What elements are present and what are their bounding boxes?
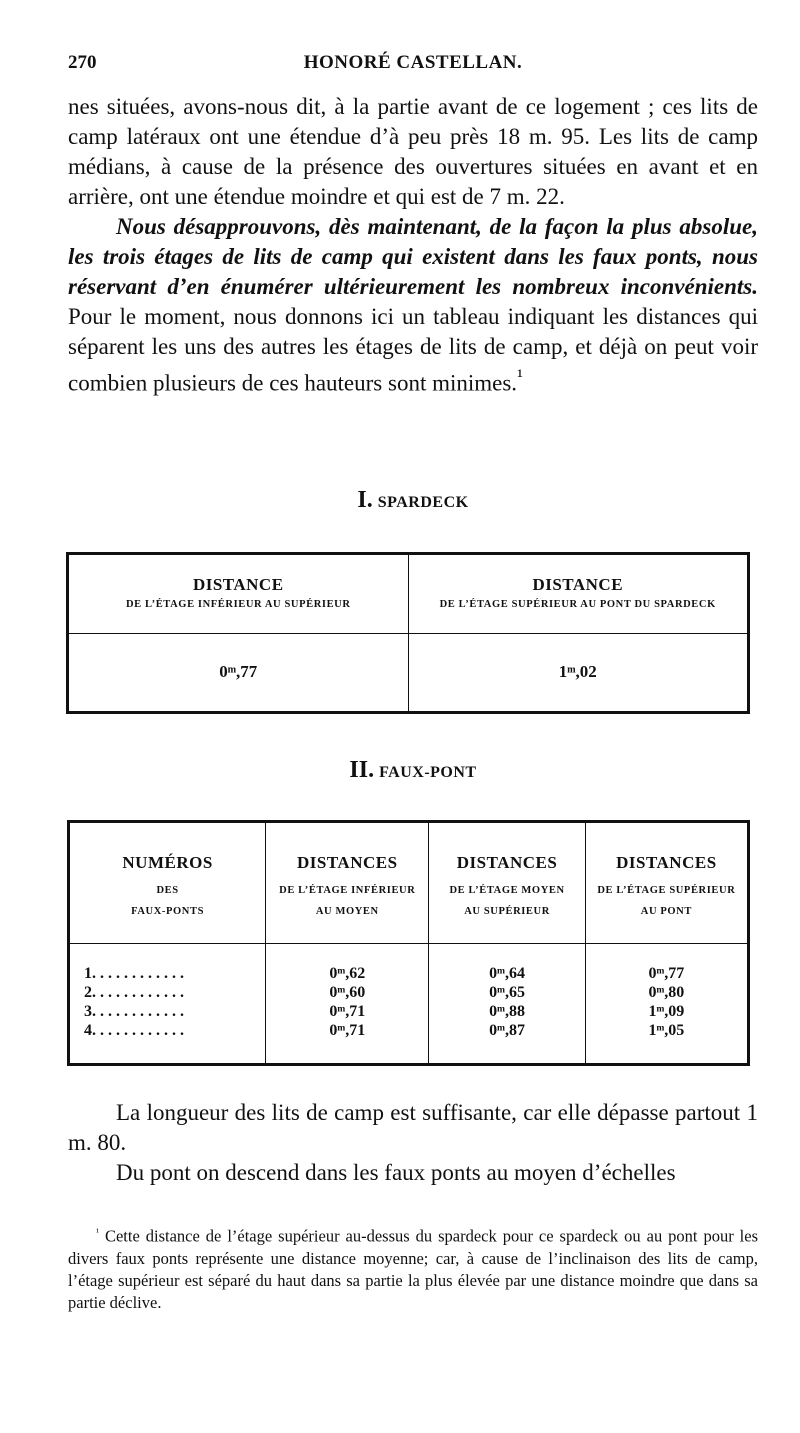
faux-pont-col-2-title: DISTANCES: [297, 853, 398, 872]
faux-pont-col-4-header: [585, 822, 748, 944]
spardeck-value-2: 1ᵐ,02: [558, 662, 597, 681]
faux-pont-col-2-line2: AU MOYEN: [315, 906, 379, 917]
section-2-title: FAUX-PONT: [379, 764, 477, 781]
faux-pont-col-2-line1: DE L’ÉTAGE INFÉRIEUR: [279, 885, 416, 896]
table-cell: 0ᵐ,71: [329, 1022, 366, 1039]
footnote-ref: ¹: [517, 366, 523, 387]
faux-pont-col-3-line2: AU SUPÉRIEUR: [464, 906, 550, 917]
table-row-label: 3. . . . . . . . . . . .: [84, 1003, 184, 1020]
faux-pont-col-3-values: [429, 944, 585, 1065]
table-row-label: 1. . . . . . . . . . . .: [84, 965, 184, 982]
faux-pont-col-1-header: [69, 822, 266, 944]
faux-pont-col-3-line1: DE L’ÉTAGE MOYEN: [449, 885, 565, 896]
faux-pont-col-1-line2: FAUX-PONTS: [131, 906, 205, 917]
paragraph-3: La longueur des lits de camp est suffisante, car elle dépasse partout 1 m. 80.: [68, 1100, 758, 1155]
faux-pont-col-2-header: [266, 822, 429, 944]
paragraph-4: Du pont on descend dans les faux ponts au moyen d’échelles: [116, 1160, 676, 1185]
section-1-title: SPARDECK: [377, 494, 469, 511]
faux-pont-col-4-title: DISTANCES: [616, 853, 717, 872]
faux-pont-col-1-title: NUMÉROS: [122, 853, 213, 872]
faux-pont-col-4-line1: DE L’ÉTAGE SUPÉRIEUR: [597, 885, 736, 896]
spardeck-value-1: 0ᵐ,77: [68, 634, 409, 713]
paragraph-2-rest: Pour le moment, nous donnons ici un tableau indiquant les distances qui séparent les uns des autres les étages de lits de camp, et déjà on peut voir combien plusieurs de ces hauteurs sont minimes.: [68, 304, 758, 396]
table-cell: 0ᵐ,65: [489, 984, 525, 1001]
table-cell: 0ᵐ,88: [489, 1003, 525, 1020]
table-cell: 0ᵐ,87: [489, 1022, 525, 1039]
spardeck-col-2-title: DISTANCE: [532, 575, 624, 594]
page-header: [68, 52, 758, 82]
table-cell: 1ᵐ,05: [648, 1022, 685, 1039]
spardeck-col-2-subtitle: DE L’ÉTAGE SUPÉRIEUR AU PONT DU SPARDECK: [439, 599, 716, 610]
spardeck-col-1-subtitle: DE L’ÉTAGE INFÉRIEUR AU SUPÉRIEUR: [125, 599, 351, 610]
table-cell: 0ᵐ,71: [329, 1003, 366, 1020]
spardeck-col-2-header: [408, 554, 749, 634]
faux-pont-col-4-values: [585, 944, 748, 1065]
body-text-bottom: [68, 1098, 758, 1188]
section-heading-faux-pont: [68, 757, 758, 784]
section-1-numeral: I.: [357, 487, 373, 513]
section-2-numeral: II.: [349, 757, 375, 783]
faux-pont-col-3-header: [429, 822, 585, 944]
footnote-mark: ¹: [96, 1227, 99, 1238]
running-title: HONORÉ CASTELLAN.: [303, 52, 523, 73]
faux-pont-labels: [69, 944, 266, 1065]
faux-pont-col-1-line1: DES: [156, 885, 179, 896]
section-heading-spardeck: [68, 487, 758, 514]
table-cell: 0ᵐ,77: [648, 965, 685, 982]
faux-pont-col-2-values: [266, 944, 429, 1065]
spardeck-col-1-title: DISTANCE: [192, 575, 284, 594]
footnote: [68, 1222, 758, 1314]
spardeck-table: [66, 552, 750, 714]
paragraph-2: [68, 212, 758, 399]
faux-pont-col-3-title: DISTANCES: [456, 853, 558, 872]
page-number: 270: [68, 52, 97, 73]
spardeck-col-1-header: [68, 554, 409, 634]
body-text-top: [68, 92, 758, 399]
paragraph-2-italic: Nous désapprouvons, dès maintenant, de la façon la plus absolue, les trois étages de lits de camp qui existent dans les faux ponts, nous réservant d’en énumérer ultérieurement les nombreux inconvénients.: [68, 214, 758, 299]
table-cell: 0ᵐ,60: [329, 984, 366, 1001]
table-row-label: 2. . . . . . . . . . . .: [84, 984, 184, 1001]
table-cell: 1ᵐ,09: [648, 1003, 685, 1020]
faux-pont-table: [67, 820, 750, 1066]
table-row-label: 4. . . . . . . . . . . .: [84, 1022, 184, 1039]
faux-pont-col-4-line2: AU PONT: [640, 906, 692, 917]
table-cell: 0ᵐ,64: [489, 965, 525, 982]
table-cell: 0ᵐ,80: [648, 984, 685, 1001]
footnote-text: Cette distance de l’étage supérieur au-dessus du spardeck pour ce spardeck ou au pont pour les divers faux ponts représente une distance moyenne; car, à cause de l’inclinaison des lits de camp, l’étage supérieur est séparé du haut dans sa partie la plus élevée par une distance moindre que dans sa partie déclive.: [68, 1226, 758, 1312]
paragraph-1: nes situées, avons-nous dit, à la partie avant de ce logement ; ces lits de camp latéraux ont une étendue d’à peu près 18 m. 95. Les lits de camp médians, à cause de la présence des ouvertures situées en avant et en arrière, ont une étendue moindre et qui est de 7 m. 22.: [68, 94, 758, 209]
table-cell: 0ᵐ,62: [329, 965, 366, 982]
